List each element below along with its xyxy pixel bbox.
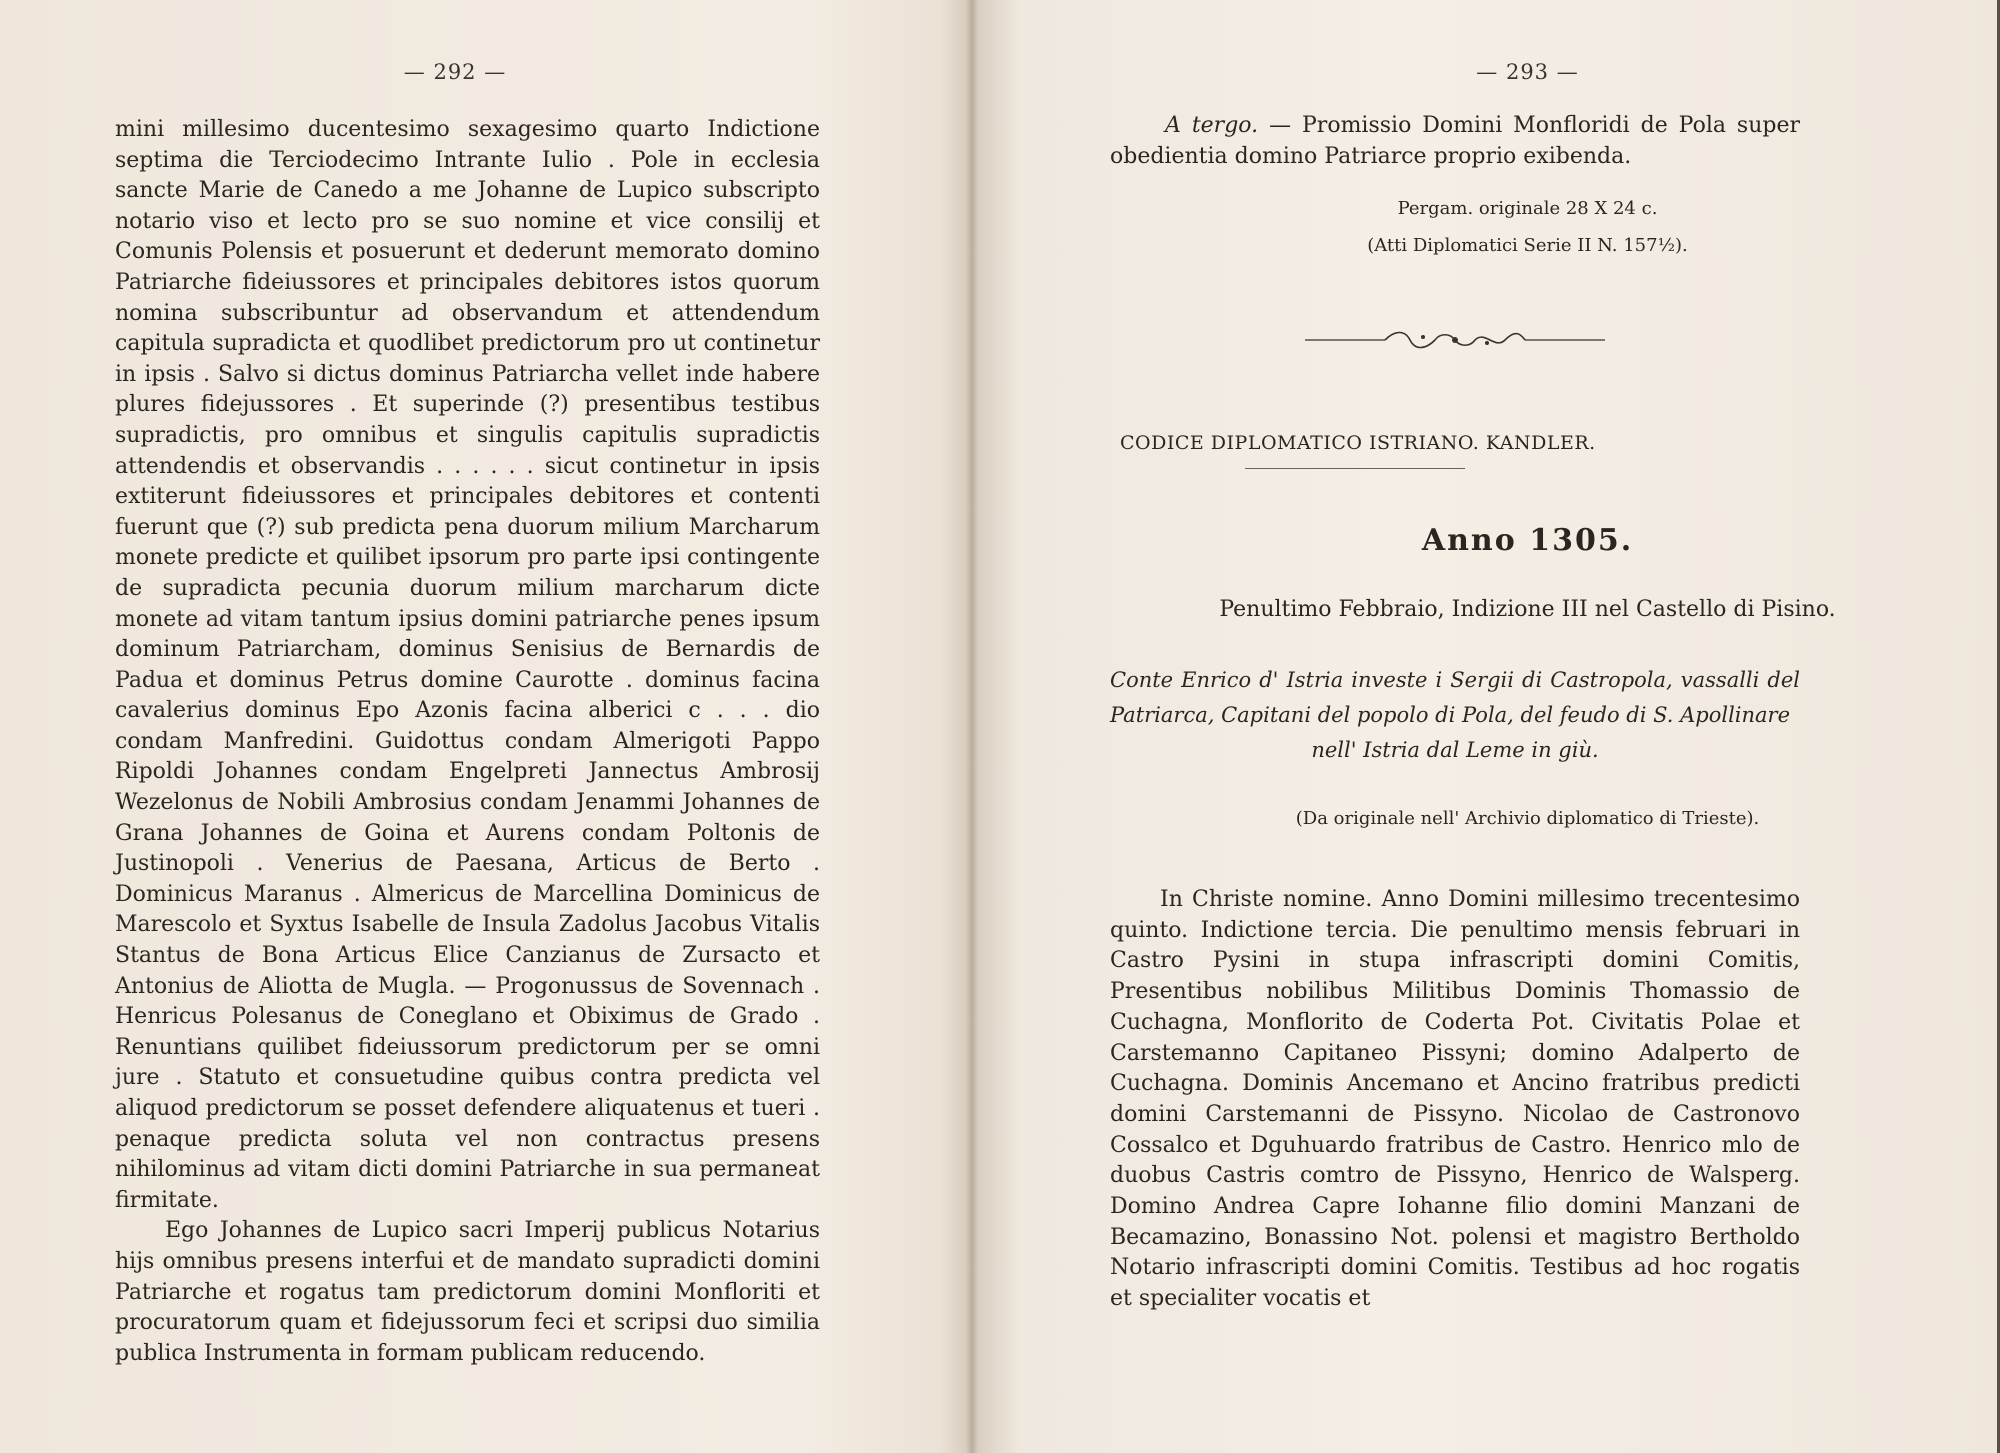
document-summary (1110, 663, 1800, 768)
left-page (0, 0, 960, 1453)
pergamena-note: Pergam. originale 28 X 24 c. (1397, 198, 1658, 219)
citation-rule (1245, 468, 1465, 469)
right-paragraph-1: In Christe nomine. Anno Domini millesimo trecentesimo quinto. Indictione tercia. Die penultimo mensis februari in Castro Pysini in stupa infrascripti domini Comitis, Presentibus nobilibus Militibus Dominis Thomassio de Cuchagna, Monflorito de Coderta Pot. Civitatis Polae et Carstemanno Capitaneo Pissyni; domino Adalperto de Cuchagna. Dominis Ancemano et Ancino fratribus predicti domini Carstemanni de Pissyno. Nicolao de Castronovo Cossalco et Dguhuardo fratribus de Castro. Henrico mlo de duobus Castris comtro de Pissyno, Henrico de Walsperg. Domino Andrea Capre Iohanne filio domini Manzani de Becamazino, Bonassino Not. polensi et magistro Bertholdo Notario infrascripti domini Comitis. Testibus ad hoc rogatis et specialiter vocatis et (1110, 887, 1800, 1312)
scroll-ornament-icon (1305, 325, 1605, 355)
right-page (975, 0, 2000, 1453)
summary-last-line: nell' Istria dal Leme in giù. (1311, 738, 1599, 762)
page-number-right: — 293 — (1476, 60, 1579, 84)
document-year-heading: Anno 1305. (1421, 523, 1634, 558)
summary-main: Conte Enrico d' Istria investe i Sergii di Castropola, vassalli del Patriarca, Capitani del popolo di Pola, del feudo di S. Apollinare (1110, 668, 1800, 727)
page-number-left: — 292 — (403, 60, 507, 84)
source-citation: CODICE DIPLOMATICO ISTRIANO. KANDLER. (1120, 432, 1596, 454)
left-page-body (115, 115, 820, 1369)
tergo-label: A tergo. (1165, 113, 1259, 138)
left-paragraph-1: mini millesimo ducentesimo sexagesimo quarto Indictione septima die Terciodecimo Intrante Iulio . Pole in ecclesia sancte Marie de Canedo a me Johanne de Lupico subscripto notario viso et lecto pro se suo nomine et vice consilij et Comunis Polensis et posuerunt et dederunt memorato domino Patriarche fideiussores et principales debitores istos quorum nomina subscribuntur ad observandum et attendendum capitula supradicta et quodlibet predictorum pro ut continetur in ipsis . Salvo si dictus dominus Patriarcha vellet inde habere plures fidejussores . Et superinde (?) presentibus testibus supradictis, pro omnibus et singulis capitulis supradictis attendendis et observandis . . . . . . sicut continetur in ipsis extiterunt fideiussores et principales debitores et contenti fuerunt que (?) sub predicta pena duorum milium Marcharum monete predicte et quilibet ipsorum pro parte ipsi contingente de supradicta pecunia duorum milium marcharum dicte monete ad vitam tantum ipsius domini patriarche penes ipsum dominum Patriarcham, dominus Senisius de Bernardis de Padua et dominus Petrus domine Caurotte . dominus facina cavalerius dominus Epo Azonis facina alberici c . . . dio condam Manfredini. Guidottus condam Almerigoti Pappo Ripoldi Johannes condam Engelpreti Jannectus Ambrosij Wezelonus de Nobili Ambrosius condam Jenammi Johannes de Grana Johannes de Goina et Aurens condam Poltonis de Justinopoli . Venerius de Paesana, Articus de Berto . Dominicus Maranus . Almericus de Marcellina Dominicus de Marescolo et Syxtus Isabelle de Insula Zadolus Jacobus Vitalis Stantus de Bona Articus Elice Canzianus de Zursacto et Antonius de Aliotta de Mugla. — Progonussus de Sovennach . Henricus Polesanus de Coneglano et Obiximus de Grado . Renuntians quilibet fideiussorum predictorum per se omni jure . Statuto et consuetudine quibus contra predicta vel aliquod predictorum se posset defendere aliquatenus et tueri . penaque predicta soluta vel non contractus presens nihilominus ad vitam dicti domini Patriarche in sua permaneat firmitate. (115, 117, 820, 1213)
left-paragraph-2: Ego Johannes de Lupico sacri Imperij publicus Notarius hijs omnibus presens interfui et de mandato supradicti domini Patriarche et rogatus tam predictorum domini Monfloriti et procuratorum quam et fidejussorum feci et scripsi duo similia publica Instrumenta in formam publicam reducendo. (115, 1218, 820, 1366)
source-note: (Da originale nell' Archivio diplomatico di Trieste). (1295, 808, 1760, 829)
document-date-place: Penultimo Febbraio, Indizione III nel Castello di Pisino. (1219, 597, 1836, 622)
tergo-text: — Promissio Domini Monfloridi de Pola super obedientia domino Patriarce proprio exibenda. (1110, 113, 1800, 169)
tergo-note (1110, 110, 1800, 172)
atti-reference: (Atti Diplomatici Serie II N. 157½). (1367, 235, 1688, 256)
right-page-body (1110, 885, 1800, 1315)
